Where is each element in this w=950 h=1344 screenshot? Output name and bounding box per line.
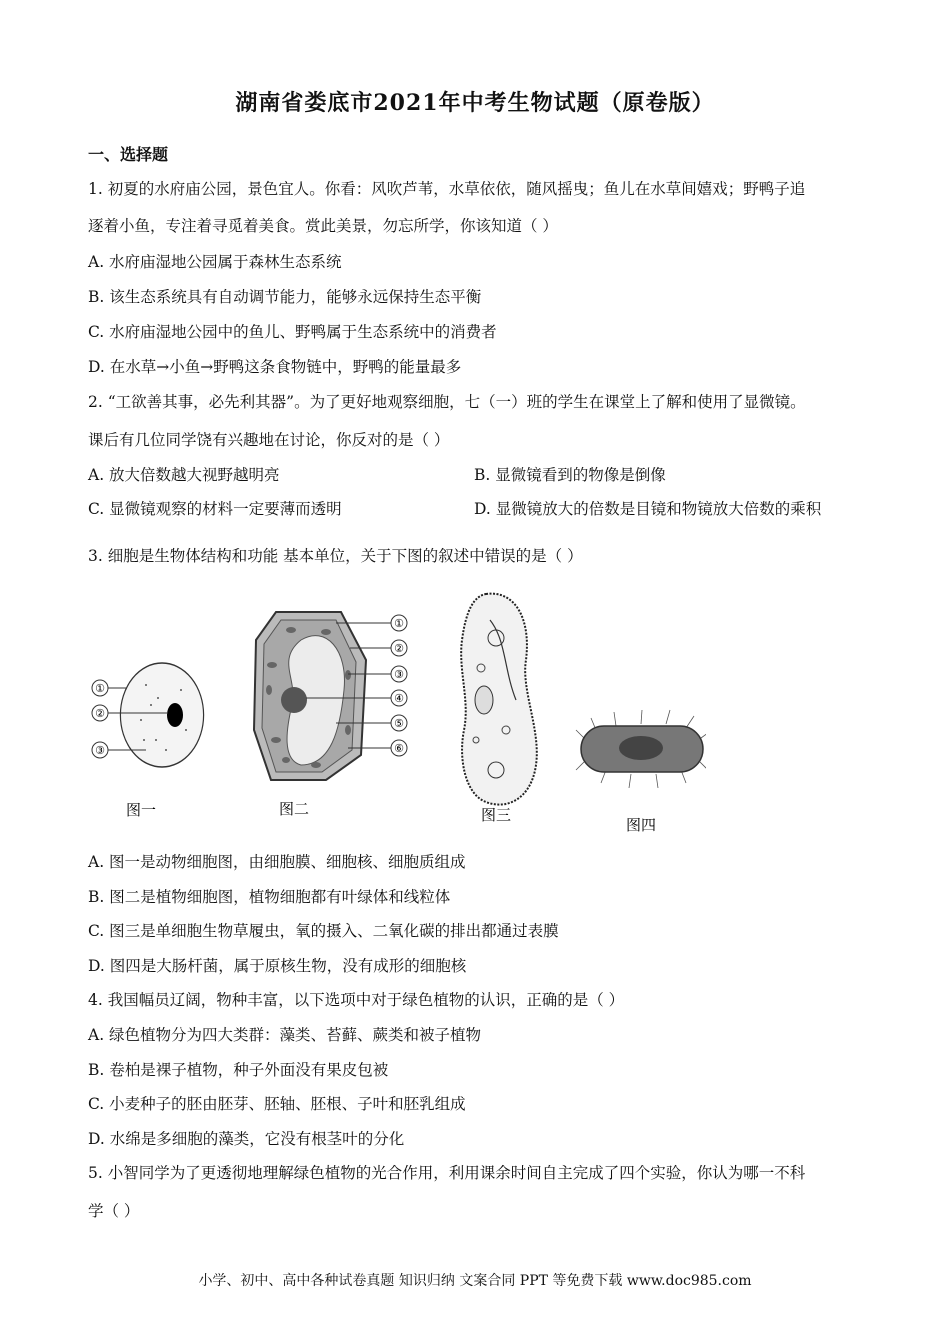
bacterium-figure [576,710,706,834]
q2-option-d: D. 显微镜放大的倍数是目镜和物镜放大倍数的乘积 [474,500,822,518]
cell-figures [86,580,706,840]
q5-stem-2: 学（ ） [88,1202,140,1220]
q3-option-d: D. 图四是大肠杆菌，属于原核生物，没有成形的细胞核 [88,957,467,975]
fig2-mark-2: ② [394,642,404,655]
fig4-label: 图四 [625,817,657,834]
q3-option-b: B. 图二是植物细胞图，植物细胞都有叶绿体和线粒体 [88,888,451,906]
animal-cell-figure [92,663,204,819]
q2-option-b: B. 显微镜看到的物像是倒像 [474,466,666,484]
q1-stem-2: 逐着小鱼，专注着寻觅着美食。赏此美景，勿忘所学，你该知道（ ） [88,217,558,235]
fig1-mark-1: ① [95,682,105,695]
fig2-mark-6: ⑥ [394,742,404,755]
q2-option-a: A. 放大倍数越大视野越明亮 [88,466,280,484]
plant-cell-figure [254,612,407,818]
q1-option-c: C. 水府庙湿地公园中的鱼儿、野鸭属于生态系统中的消费者 [88,323,497,341]
q1-stem-1: 1. 初夏的水府庙公园，景色宜人。你看：风吹芦苇，水草依依，随风摇曳；鱼儿在水草间嬉戏；野鸭子追 [88,180,806,198]
fig1-mark-3: ③ [95,744,105,757]
q3-option-a: A. 图一是动物细胞图，由细胞膜、细胞核、细胞质组成 [88,853,466,871]
q4-option-a: A. 绿色植物分为四大类群：藻类、苔藓、蕨类和被子植物 [88,1026,482,1044]
q2-stem-1: 2. “工欲善其事，必先利其器”。为了更好地观察细胞，七（一）班的学生在课堂上了解和使用了显微镜。 [88,393,806,411]
q2-stem-2: 课后有几位同学饶有兴趣地在讨论，你反对的是（ ） [88,431,450,449]
fig2-mark-5: ⑤ [394,717,404,730]
q1-option-d: D. 在水草→小鱼→野鸭这条食物链中，野鸭的能量最多 [88,358,462,376]
q1-option-a: A. 水府庙湿地公园属于森林生态系统 [88,253,342,271]
footer-text: 小学、初中、高中各种试卷真题 知识归纳 文案合同 PPT 等免费下载 www.doc985.com [198,1273,752,1289]
section-heading: 一、选择题 [88,145,169,164]
fig1-label: 图一 [125,802,157,819]
q3-option-c: C. 图三是单细胞生物草履虫，氧的摄入、二氧化碳的排出都通过表膜 [88,922,559,940]
fig2-label: 图二 [278,801,310,818]
fig2-mark-4: ④ [394,692,404,705]
q4-option-c: C. 小麦种子的胚由胚芽、胚轴、胚根、子叶和胚乳组成 [88,1095,466,1113]
q4-option-d: D. 水绵是多细胞的藻类，它没有根茎叶的分化 [88,1130,405,1148]
q4-option-b: B. 卷柏是裸子植物，种子外面没有果皮包被 [88,1061,389,1079]
fig2-mark-1: ① [394,617,404,630]
fig2-mark-3: ③ [394,668,404,681]
fig1-mark-2: ② [95,707,105,720]
q3-stem: 3. 细胞是生物体结构和功能 基本单位，关于下图的叙述中错误的是（ ） [88,547,583,565]
q5-stem-1: 5. 小智同学为了更透彻地理解绿色植物的光合作用，利用课余时间自主完成了四个实验，你认为哪一不科 [88,1164,806,1182]
fig3-label: 图三 [480,807,512,824]
q4-stem: 4. 我国幅员辽阔，物种丰富，以下选项中对于绿色植物的认识，正确的是（ ） [88,991,625,1009]
page-title: 湖南省娄底市2021年中考生物试题（原卷版） [235,90,715,116]
q1-option-b: B. 该生态系统具有自动调节能力，能够永远保持生态平衡 [88,288,482,306]
paramecium-figure [461,594,537,824]
q2-option-c: C. 显微镜观察的材料一定要薄而透明 [88,500,342,518]
